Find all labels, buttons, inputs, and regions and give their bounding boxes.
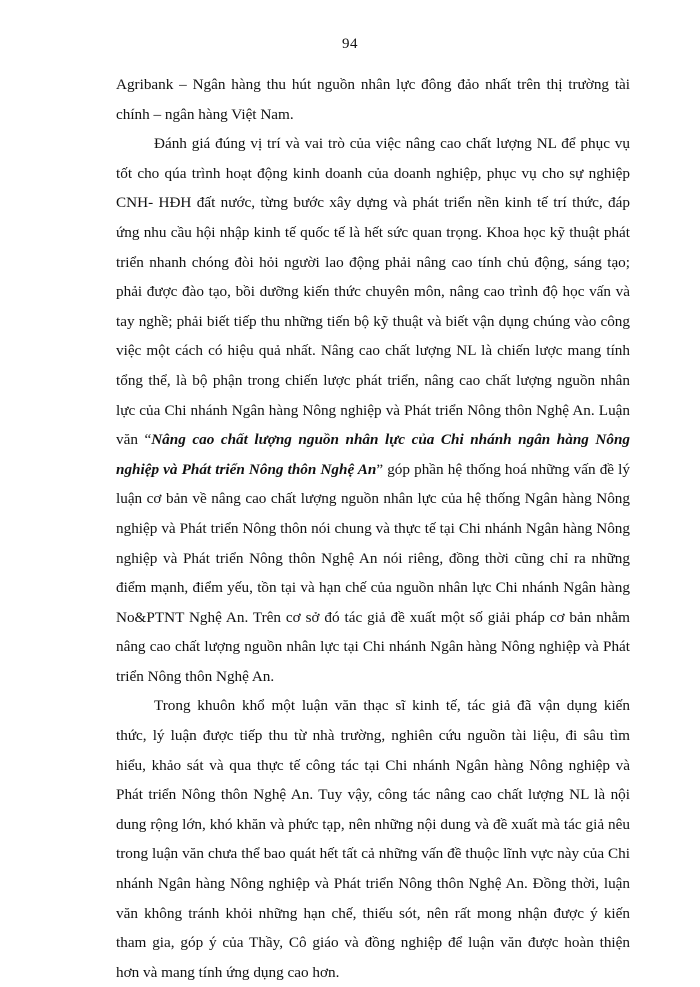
text-line (116, 277, 630, 307)
text-run: Phát triển Nông thôn Nghệ An. Tuy vậy, công tác nâng cao chất lượng NL là nội (116, 786, 630, 804)
text-line (116, 662, 630, 692)
text-run: điểm mạnh, điểm yếu, tồn tại và hạn chế của nguồn nhân lực Chi nhánh Ngân hàng (116, 579, 630, 597)
text-run: nghiệp và Phát triển Nông thôn nói chung và thực tế tại Chi nhánh Ngân hàng Nông (116, 519, 630, 537)
text-run: thức, lý luận được tiếp thu từ nhà trường, nghiên cứu nguồn tài liệu, đi sâu tìm (116, 727, 630, 745)
text-line (116, 632, 630, 662)
text-line (116, 514, 630, 544)
text-run: triển Nông thôn Nghệ An. (116, 667, 275, 685)
text-line (116, 218, 630, 248)
text-run: No&PTNT Nghệ An. Trên cơ sở đó tác giả đề xuất một số giải pháp cơ bản nhằm (116, 608, 630, 626)
text-run: Agribank – Ngân hàng thu hút nguồn nhân lực đông đảo nhất trên thị trường tài (116, 76, 630, 93)
text-line (116, 573, 630, 603)
text-run: tham gia, góp ý của Thầy, Cô giáo và đồng nghiệp để luận văn được hoàn thiện (116, 934, 630, 952)
text-line (116, 721, 630, 751)
text-run: việc một cách có hiệu quả nhất. Nâng cao chất lượng NL là chiến lược mang tính (116, 342, 630, 360)
text-run: hiểu, khảo sát và qua thực tế công tác tại Chi nhánh Ngân hàng Nông nghiệp và (116, 756, 630, 774)
text-run: chính – ngân hàng Việt Nam. (116, 105, 294, 123)
page-number: 94 (342, 36, 358, 52)
text-run: nhánh Ngân hàng Nông nghiệp và Phát triển Nông thôn Nghệ An. Đồng thời, luận (116, 875, 630, 893)
text-run: luận cơ bản về nâng cao chất lượng nguồn nhân lực của hệ thống Ngân hàng Nông (116, 490, 630, 508)
text-line (116, 603, 630, 633)
text-line (116, 899, 630, 929)
text-run: tốt cho qúa trình hoạt động kinh doanh của doanh nghiệp, phục vụ cho sự nghiệp (116, 164, 630, 182)
text-run: nâng cao chất lượng nguồn nhân lực tại Chi nhánh Ngân hàng Nông nghiệp và Phát (116, 638, 630, 656)
text-line (116, 869, 630, 899)
text-run: CNH- HĐH đất nước, từng bước xây dựng và phát triển nền kinh tế trí thức, đáp (116, 194, 630, 212)
text-line (116, 751, 630, 781)
text-line (116, 455, 630, 485)
text-line (116, 70, 630, 100)
text-run: phải được đào tạo, bồi dưỡng kiến thức chuyên môn, nâng cao trình độ học vấn và (116, 283, 630, 301)
thesis-title-emphasis: Nâng cao chất lượng nguồn nhân lực của Chi nhánh ngân hàng Nông (151, 431, 631, 449)
text-line (116, 484, 630, 514)
text-line (116, 159, 630, 189)
text-line (116, 248, 630, 278)
text-line (116, 396, 630, 426)
text-line (116, 129, 630, 159)
text-line (116, 336, 630, 366)
text-line (116, 366, 630, 396)
text-line (116, 810, 630, 840)
text-line (116, 425, 630, 455)
text-run: nghiệp và Phát triển Nông thôn Nghệ An nói riêng, đồng thời cũng chỉ ra những (116, 549, 630, 567)
paragraph (116, 70, 630, 129)
text-line (116, 780, 630, 810)
text-line (116, 691, 630, 721)
text-run: ứng nhu cầu hội nhập kinh tế quốc tế là hết sức quan trọng. Khoa học kỹ thuật phát (116, 223, 630, 241)
text-line (116, 958, 630, 987)
text-line (116, 307, 630, 337)
text-run: lực của Chi nhánh Ngân hàng Nông nghiệp và Phát triển Nông thôn Nghệ An. Luận (116, 401, 630, 419)
thesis-title-emphasis: nghiệp và Phát triển Nông thôn Nghệ An (116, 460, 377, 478)
text-run: dung rộng lớn, khó khăn và phức tạp, nên những nội dung và đề xuất mà tác giả nêu (116, 815, 630, 833)
body-text (116, 70, 630, 987)
text-run: văn không tránh khỏi những hạn chế, thiếu sót, nên rất mong nhận được ý kiến (116, 904, 630, 922)
text-run: hơn và mang tính ứng dụng cao hơn. (116, 963, 340, 981)
text-run: triển nhanh chóng đòi hỏi người lao động phải nâng cao tính chủ động, sáng tạo; (116, 253, 630, 271)
text-line (116, 839, 630, 869)
text-run: Đánh giá đúng vị trí và vai trò của việc nâng cao chất lượng NL để phục vụ (154, 135, 630, 153)
text-line (116, 928, 630, 958)
text-run: ” góp phần hệ thống hoá những vấn đề lý (376, 460, 630, 478)
text-run: Trong khuôn khổ một luận văn thạc sĩ kinh tế, tác giả đã vận dụng kiến (154, 697, 630, 715)
text-run: tổng thể, là bộ phận trong chiến lược phát triển, nâng cao chất lượng nguồn nhân (116, 371, 630, 389)
text-line (116, 100, 630, 130)
text-line (116, 544, 630, 574)
text-run: trong luận văn chưa thể bao quát hết tất cả những vấn đề thuộc lĩnh vực này của Chi (116, 845, 630, 863)
paragraph (116, 691, 630, 987)
paragraph (116, 129, 630, 691)
text-line (116, 188, 630, 218)
text-run: tay nghề; phải biết tiếp thu những tiến bộ kỹ thuật và biết vận dụng chúng vào công (116, 312, 630, 330)
text-run: văn “ (116, 431, 152, 449)
